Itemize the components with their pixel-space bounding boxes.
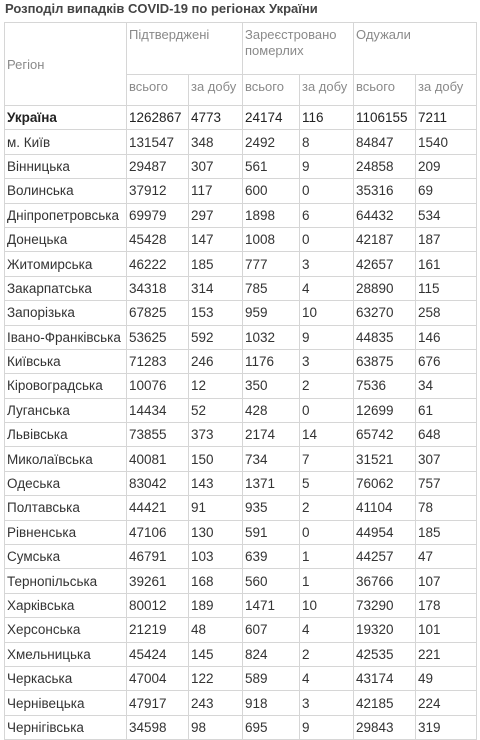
cell-confirmed-per-day: 103 [189, 545, 243, 569]
cell-recovered-total: 31521 [354, 447, 416, 471]
cell-deaths-per-day: 7 [300, 447, 354, 471]
cell-region: Харківська [5, 593, 127, 617]
table-row [5, 545, 477, 569]
header-deaths: Зареєстровано померлих [243, 23, 354, 75]
table-row [5, 130, 477, 154]
cell-confirmed-total: 29487 [127, 154, 189, 178]
cell-deaths-total: 589 [243, 666, 300, 690]
cell-recovered-per-day: 78 [416, 496, 477, 520]
cell-deaths-per-day: 4 [300, 618, 354, 642]
cell-confirmed-per-day: 98 [189, 715, 243, 739]
cell-confirmed-per-day: 348 [189, 130, 243, 154]
cell-confirmed-per-day: 12 [189, 374, 243, 398]
cell-confirmed-per-day: 153 [189, 301, 243, 325]
cell-deaths-total: 1176 [243, 349, 300, 373]
cell-confirmed-total: 39261 [127, 569, 189, 593]
cell-confirmed-per-day: 145 [189, 642, 243, 666]
cell-deaths-per-day: 1 [300, 545, 354, 569]
cell-recovered-total: 76062 [354, 471, 416, 495]
cell-deaths-per-day: 3 [300, 252, 354, 276]
cell-recovered-total: 44954 [354, 520, 416, 544]
header-region: Регіон [5, 23, 127, 106]
cell-deaths-per-day: 9 [300, 715, 354, 739]
cell-region: Рівненська [5, 520, 127, 544]
header-confirmed: Підтверджені [127, 23, 243, 75]
table-row [5, 593, 477, 617]
cell-recovered-per-day: 61 [416, 398, 477, 422]
cell-recovered-total: 42185 [354, 691, 416, 715]
cell-confirmed-total: 47106 [127, 520, 189, 544]
cell-deaths-per-day: 9 [300, 325, 354, 349]
cell-recovered-total: 35316 [354, 179, 416, 203]
cell-deaths-total: 1008 [243, 227, 300, 251]
cell-recovered-per-day: 187 [416, 227, 477, 251]
cell-deaths-per-day: 116 [300, 106, 354, 130]
cell-recovered-per-day: 676 [416, 349, 477, 373]
cell-confirmed-per-day: 4773 [189, 106, 243, 130]
table-row [5, 423, 477, 447]
cell-deaths-total: 1471 [243, 593, 300, 617]
cell-recovered-total: 42535 [354, 642, 416, 666]
cell-deaths-per-day: 4 [300, 276, 354, 300]
cell-confirmed-per-day: 168 [189, 569, 243, 593]
cell-recovered-total: 64432 [354, 203, 416, 227]
cell-region: Волинська [5, 179, 127, 203]
cell-region: Полтавська [5, 496, 127, 520]
cell-confirmed-per-day: 185 [189, 252, 243, 276]
header-recovered: Одужали [354, 23, 477, 75]
cell-deaths-total: 2174 [243, 423, 300, 447]
cell-deaths-total: 1898 [243, 203, 300, 227]
cell-confirmed-per-day: 243 [189, 691, 243, 715]
cell-confirmed-total: 47004 [127, 666, 189, 690]
table-row [5, 666, 477, 690]
cell-deaths-per-day: 2 [300, 374, 354, 398]
cell-deaths-total: 734 [243, 447, 300, 471]
cell-recovered-total: 19320 [354, 618, 416, 642]
cell-region: Запорізька [5, 301, 127, 325]
table-row [5, 496, 477, 520]
cell-recovered-per-day: 107 [416, 569, 477, 593]
cell-region: Херсонська [5, 618, 127, 642]
header-deaths-per-day: за добу [300, 75, 354, 106]
cell-recovered-total: 63270 [354, 301, 416, 325]
cell-recovered-per-day: 47 [416, 545, 477, 569]
cell-deaths-total: 935 [243, 496, 300, 520]
cell-confirmed-total: 44421 [127, 496, 189, 520]
cell-recovered-total: 24858 [354, 154, 416, 178]
cell-region: Закарпатська [5, 276, 127, 300]
cell-recovered-total: 41104 [354, 496, 416, 520]
cell-deaths-total: 777 [243, 252, 300, 276]
cell-deaths-total: 639 [243, 545, 300, 569]
cell-recovered-per-day: 757 [416, 471, 477, 495]
cell-confirmed-total: 34598 [127, 715, 189, 739]
cell-region: Тернопільська [5, 569, 127, 593]
cell-recovered-total: 29843 [354, 715, 416, 739]
cell-region: Миколаївська [5, 447, 127, 471]
table-row [5, 447, 477, 471]
cell-deaths-per-day: 0 [300, 179, 354, 203]
cell-recovered-per-day: 101 [416, 618, 477, 642]
cell-confirmed-total: 47917 [127, 691, 189, 715]
cell-region: Одеська [5, 471, 127, 495]
cell-region: Житомирська [5, 252, 127, 276]
table-caption: Розподіл випадків COVID-19 по регіонах України [5, 1, 318, 16]
header-confirmed-total: всього [127, 75, 189, 106]
cell-region: Київська [5, 349, 127, 373]
cell-deaths-total: 1032 [243, 325, 300, 349]
cell-recovered-per-day: 49 [416, 666, 477, 690]
cell-deaths-total: 428 [243, 398, 300, 422]
cell-recovered-per-day: 258 [416, 301, 477, 325]
cell-confirmed-total: 131547 [127, 130, 189, 154]
cell-recovered-per-day: 534 [416, 203, 477, 227]
cell-recovered-total: 42657 [354, 252, 416, 276]
table-row [5, 301, 477, 325]
cell-deaths-total: 2492 [243, 130, 300, 154]
cell-deaths-total: 561 [243, 154, 300, 178]
cell-recovered-per-day: 648 [416, 423, 477, 447]
cell-confirmed-per-day: 307 [189, 154, 243, 178]
cell-deaths-total: 24174 [243, 106, 300, 130]
cell-deaths-per-day: 2 [300, 496, 354, 520]
cell-deaths-per-day: 10 [300, 301, 354, 325]
cell-confirmed-total: 10076 [127, 374, 189, 398]
cell-confirmed-per-day: 91 [189, 496, 243, 520]
cell-confirmed-total: 53625 [127, 325, 189, 349]
cell-confirmed-total: 14434 [127, 398, 189, 422]
table-row [5, 227, 477, 251]
table-body [5, 106, 477, 740]
cell-deaths-total: 1371 [243, 471, 300, 495]
table-row [5, 715, 477, 739]
cell-confirmed-total: 37912 [127, 179, 189, 203]
cell-deaths-per-day: 2 [300, 642, 354, 666]
cell-deaths-per-day: 4 [300, 666, 354, 690]
cell-recovered-total: 84847 [354, 130, 416, 154]
cell-region: Вінницька [5, 154, 127, 178]
cell-deaths-total: 959 [243, 301, 300, 325]
cell-confirmed-total: 1262867 [127, 106, 189, 130]
cell-confirmed-per-day: 314 [189, 276, 243, 300]
cell-deaths-per-day: 3 [300, 349, 354, 373]
table-row [5, 154, 477, 178]
table-row [5, 618, 477, 642]
cell-recovered-total: 44835 [354, 325, 416, 349]
cell-recovered-total: 7536 [354, 374, 416, 398]
cell-deaths-per-day: 0 [300, 227, 354, 251]
table-row [5, 374, 477, 398]
cell-deaths-per-day: 5 [300, 471, 354, 495]
cell-region: Дніпропетровська [5, 203, 127, 227]
cell-confirmed-per-day: 122 [189, 666, 243, 690]
table-row [5, 179, 477, 203]
cell-confirmed-per-day: 373 [189, 423, 243, 447]
cell-region: Черкаська [5, 666, 127, 690]
cell-deaths-per-day: 0 [300, 520, 354, 544]
cell-deaths-total: 350 [243, 374, 300, 398]
cell-recovered-per-day: 307 [416, 447, 477, 471]
cell-confirmed-total: 80012 [127, 593, 189, 617]
cell-region: Донецька [5, 227, 127, 251]
cell-deaths-per-day: 0 [300, 398, 354, 422]
cell-confirmed-per-day: 189 [189, 593, 243, 617]
cell-deaths-total: 560 [243, 569, 300, 593]
cell-deaths-per-day: 3 [300, 691, 354, 715]
cell-recovered-total: 44257 [354, 545, 416, 569]
cell-recovered-per-day: 185 [416, 520, 477, 544]
cell-recovered-per-day: 7211 [416, 106, 477, 130]
cell-recovered-per-day: 34 [416, 374, 477, 398]
cell-recovered-per-day: 209 [416, 154, 477, 178]
table-row [5, 398, 477, 422]
cell-confirmed-total: 83042 [127, 471, 189, 495]
header-confirmed-per-day: за добу [189, 75, 243, 106]
cell-deaths-total: 695 [243, 715, 300, 739]
cell-recovered-total: 65742 [354, 423, 416, 447]
table-row [5, 569, 477, 593]
cell-confirmed-total: 46222 [127, 252, 189, 276]
cell-confirmed-total: 21219 [127, 618, 189, 642]
cell-recovered-total: 36766 [354, 569, 416, 593]
cell-region: Івано-Франківська [5, 325, 127, 349]
cell-recovered-per-day: 224 [416, 691, 477, 715]
cell-confirmed-total: 34318 [127, 276, 189, 300]
cell-confirmed-total: 40081 [127, 447, 189, 471]
cell-deaths-per-day: 8 [300, 130, 354, 154]
cell-confirmed-total: 73855 [127, 423, 189, 447]
header-deaths-total: всього [243, 75, 300, 106]
cell-confirmed-total: 45428 [127, 227, 189, 251]
cell-confirmed-total: 69979 [127, 203, 189, 227]
cell-recovered-total: 73290 [354, 593, 416, 617]
cell-region: Сумська [5, 545, 127, 569]
cell-recovered-total: 43174 [354, 666, 416, 690]
cell-recovered-total: 63875 [354, 349, 416, 373]
cell-confirmed-total: 46791 [127, 545, 189, 569]
cell-region: Львівська [5, 423, 127, 447]
cell-confirmed-total: 45424 [127, 642, 189, 666]
cell-deaths-per-day: 10 [300, 593, 354, 617]
cell-confirmed-per-day: 52 [189, 398, 243, 422]
cell-confirmed-per-day: 143 [189, 471, 243, 495]
table-row [5, 642, 477, 666]
cell-confirmed-per-day: 130 [189, 520, 243, 544]
cell-confirmed-total: 67825 [127, 301, 189, 325]
cell-deaths-total: 600 [243, 179, 300, 203]
cell-recovered-per-day: 146 [416, 325, 477, 349]
covid-regions-table [4, 22, 477, 740]
cell-region: Луганська [5, 398, 127, 422]
cell-recovered-per-day: 178 [416, 593, 477, 617]
cell-deaths-per-day: 9 [300, 154, 354, 178]
table-row [5, 252, 477, 276]
cell-deaths-total: 607 [243, 618, 300, 642]
cell-recovered-total: 1106155 [354, 106, 416, 130]
cell-region: м. Київ [5, 130, 127, 154]
cell-region: Чернівецька [5, 691, 127, 715]
cell-confirmed-per-day: 117 [189, 179, 243, 203]
cell-region: Чернігівська [5, 715, 127, 739]
cell-confirmed-per-day: 147 [189, 227, 243, 251]
table-row [5, 106, 477, 130]
cell-recovered-per-day: 221 [416, 642, 477, 666]
cell-confirmed-per-day: 297 [189, 203, 243, 227]
cell-deaths-per-day: 1 [300, 569, 354, 593]
cell-deaths-total: 918 [243, 691, 300, 715]
table-row [5, 276, 477, 300]
table-row [5, 471, 477, 495]
cell-recovered-total: 28890 [354, 276, 416, 300]
cell-deaths-per-day: 6 [300, 203, 354, 227]
cell-recovered-per-day: 1540 [416, 130, 477, 154]
cell-deaths-total: 785 [243, 276, 300, 300]
cell-region: Кіровоградська [5, 374, 127, 398]
cell-region: Україна [5, 106, 127, 130]
table-row [5, 349, 477, 373]
header-recovered-per-day: за добу [416, 75, 477, 106]
cell-deaths-total: 591 [243, 520, 300, 544]
cell-recovered-per-day: 161 [416, 252, 477, 276]
cell-recovered-total: 42187 [354, 227, 416, 251]
cell-recovered-per-day: 319 [416, 715, 477, 739]
cell-deaths-per-day: 14 [300, 423, 354, 447]
table-row [5, 520, 477, 544]
cell-confirmed-per-day: 150 [189, 447, 243, 471]
cell-confirmed-per-day: 246 [189, 349, 243, 373]
table-row [5, 691, 477, 715]
cell-confirmed-per-day: 48 [189, 618, 243, 642]
cell-region: Хмельницька [5, 642, 127, 666]
table-row [5, 203, 477, 227]
cell-confirmed-per-day: 592 [189, 325, 243, 349]
cell-recovered-total: 12699 [354, 398, 416, 422]
cell-recovered-per-day: 115 [416, 276, 477, 300]
cell-recovered-per-day: 69 [416, 179, 477, 203]
table-row [5, 325, 477, 349]
cell-deaths-total: 824 [243, 642, 300, 666]
cell-confirmed-total: 71283 [127, 349, 189, 373]
header-recovered-total: всього [354, 75, 416, 106]
